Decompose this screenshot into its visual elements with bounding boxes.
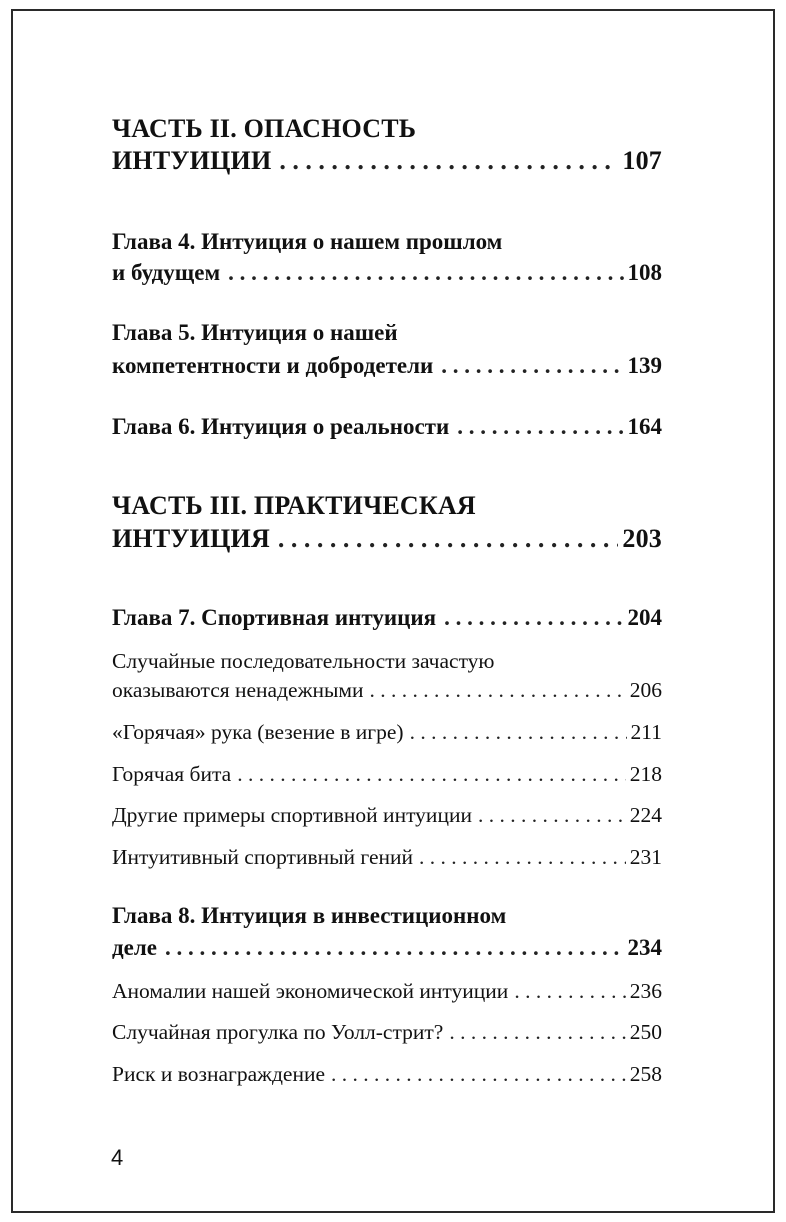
leader-dots bbox=[449, 1020, 625, 1045]
toc-entry-section[interactable] bbox=[112, 762, 662, 787]
leader-dots bbox=[457, 414, 623, 440]
toc-entry-chapter-7[interactable] bbox=[112, 605, 662, 631]
toc-entry-title: Риск и вознаграждение bbox=[112, 1062, 326, 1086]
leader-dots bbox=[410, 720, 627, 745]
leader-dots bbox=[370, 678, 626, 703]
toc-entry-title: Случайная прогулка по Уолл-стрит? bbox=[112, 1020, 444, 1044]
leader-dots bbox=[278, 524, 618, 554]
toc-page-number: 224 bbox=[629, 803, 662, 827]
leader-dots bbox=[441, 353, 623, 379]
toc-page-number: 204 bbox=[627, 605, 662, 630]
toc-entry-title: Интуитивный спортивный гений bbox=[112, 845, 414, 869]
leader-dots bbox=[237, 762, 626, 787]
toc-entry-section[interactable] bbox=[112, 720, 662, 745]
toc-page-number: 218 bbox=[629, 762, 662, 786]
toc-entry-chapter-5[interactable] bbox=[112, 353, 662, 379]
toc-entry-part-3[interactable] bbox=[112, 524, 662, 554]
toc-entry-title: Аномалии нашей экономической интуиции bbox=[112, 979, 509, 1003]
leader-dots bbox=[478, 803, 626, 828]
toc-chapter-5-title-line1: Глава 5. Интуиция о нашей bbox=[112, 320, 398, 345]
toc-entry-title: и будущем bbox=[112, 260, 221, 285]
leader-dots bbox=[444, 605, 623, 631]
toc-page-number: 107 bbox=[622, 146, 662, 175]
toc-page-number: 250 bbox=[629, 1020, 662, 1044]
toc-page-number: 203 bbox=[622, 524, 662, 553]
toc-page-number: 234 bbox=[627, 935, 662, 960]
leader-dots bbox=[279, 146, 618, 176]
toc-entry-title: оказываются ненадежными bbox=[112, 678, 364, 702]
toc-entry-title: Глава 7. Спортивная интуиция bbox=[112, 605, 437, 630]
toc-page-number: 258 bbox=[629, 1062, 662, 1086]
toc-entry-title: Глава 6. Интуиция о реальности bbox=[112, 414, 450, 439]
toc-entry-title: «Горячая» рука (везение в игре) bbox=[112, 720, 404, 744]
toc-entry-chapter-8[interactable] bbox=[112, 935, 662, 961]
leader-dots bbox=[165, 935, 624, 961]
toc-page-number: 108 bbox=[627, 260, 662, 285]
toc-entry-part-2[interactable] bbox=[112, 146, 662, 176]
leader-dots bbox=[514, 979, 625, 1004]
toc-entry-section[interactable] bbox=[112, 1020, 662, 1045]
leader-dots bbox=[228, 260, 623, 286]
leader-dots bbox=[419, 845, 626, 870]
toc-page-number: 236 bbox=[629, 979, 662, 1003]
toc-entry-section[interactable] bbox=[112, 979, 662, 1004]
toc-page-number: 164 bbox=[627, 414, 662, 439]
toc-entry-section[interactable] bbox=[112, 1062, 662, 1087]
toc-chapter-4-title-line1: Глава 4. Интуиция о нашем прошлом bbox=[112, 229, 503, 254]
toc-entry-title: ИНТУИЦИЯ bbox=[112, 524, 270, 553]
toc-entry-title: Горячая бита bbox=[112, 762, 232, 786]
toc-entry-title: деле bbox=[112, 935, 157, 960]
toc-page-number: 139 bbox=[627, 353, 662, 378]
toc-page-number: 231 bbox=[629, 845, 662, 869]
toc-entry-title: Другие примеры спортивной интуиции bbox=[112, 803, 472, 827]
toc-page-number: 211 bbox=[630, 720, 662, 744]
toc-entry-chapter-4[interactable] bbox=[112, 260, 662, 286]
toc-entry-section[interactable] bbox=[112, 845, 662, 870]
toc-entry-section[interactable] bbox=[112, 803, 662, 828]
toc-entry-title: компетентности и добродетели bbox=[112, 353, 434, 378]
toc-part-3-title-line1: ЧАСТЬ III. ПРАКТИЧЕСКАЯ bbox=[112, 491, 476, 520]
toc-section-title-line1: Случайные последовательности зачастую bbox=[112, 649, 495, 673]
page-number: 4 bbox=[111, 1145, 124, 1170]
leader-dots bbox=[331, 1062, 626, 1087]
toc-entry-title: ИНТУИЦИИ bbox=[112, 146, 272, 175]
toc-part-2-title-line1: ЧАСТЬ II. ОПАСНОСТЬ bbox=[112, 114, 417, 143]
toc-entry-section[interactable] bbox=[112, 678, 662, 703]
toc-entry-chapter-6[interactable] bbox=[112, 414, 662, 440]
toc-page-number: 206 bbox=[629, 678, 662, 702]
toc-chapter-8-title-line1: Глава 8. Интуиция в инвестиционном bbox=[112, 903, 507, 928]
